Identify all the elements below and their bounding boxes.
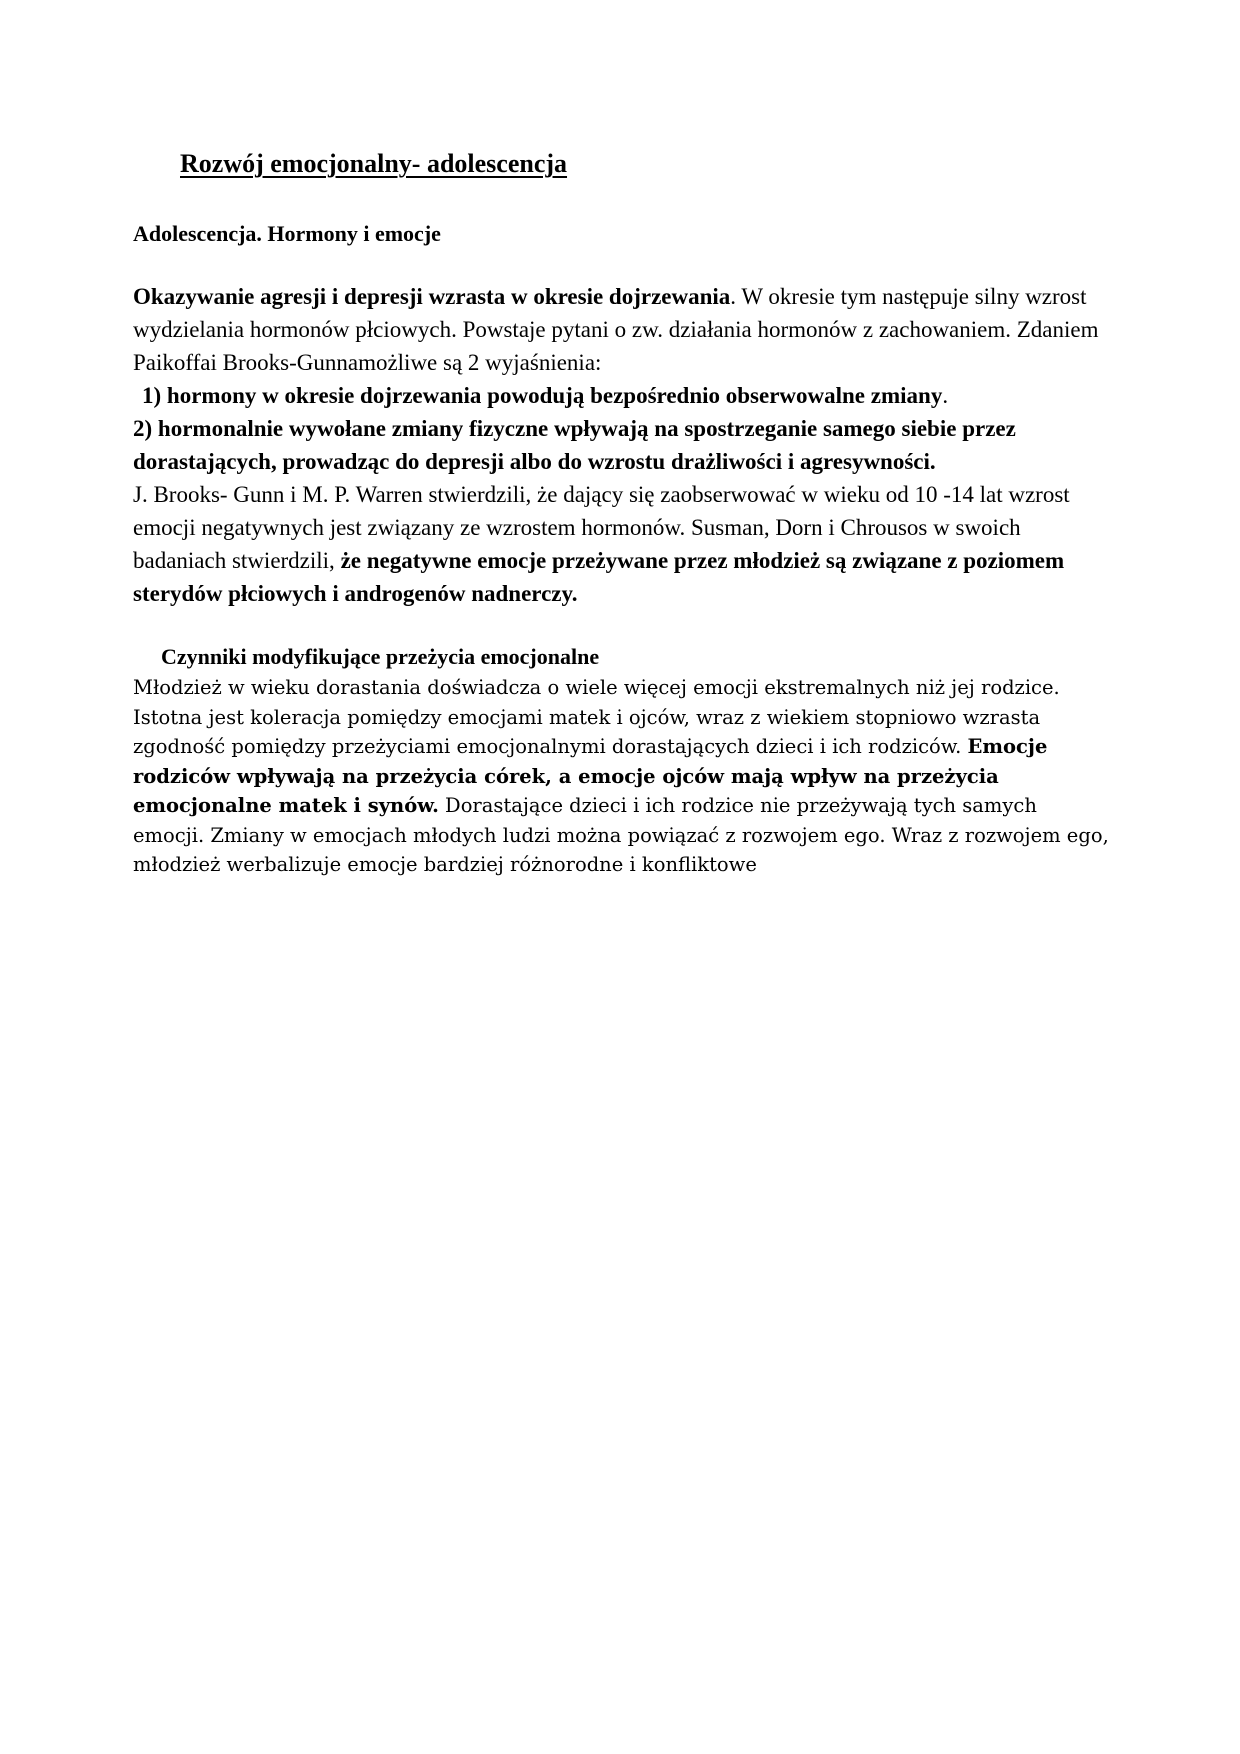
paragraph-factors [133,673,1110,880]
text-run-lead-bold: Okazywanie agresji i depresji wzrasta w okresie dojrzewania [133,284,731,309]
document-title: Rozwój emocjonalny- adolescencja [180,149,568,178]
list-item-2: 2) hormonalnie wywołane zmiany fizyczne wpływają na spostrzeganie samego siebie przez dorastających, prowadząc do depresji albo do wzrostu drażliwości i agresywności. [133,416,1016,474]
text-run-body-bold: że negatywne emocje przeżywane przez młodzież są związane z poziomem sterydów płciowych i androgenów nadnerczy. [133,548,1065,606]
section-heading-factors: Czynniki modyfikujące przeżycia emocjonalne [161,644,600,669]
paragraph-hormones [133,280,1110,610]
list-item-1-period: . [942,383,949,408]
text-run-factors-1: Młodzież w wieku dorastania doświadcza o wiele więcej emocji ekstremalnych niż jej rodzice. Istotna jest koleracja pomiędzy emocjami matek i ojców, wraz z wiekiem stopniowo wzrasta zgodność pomiędzy przeżyciami emocjonalnymi dorastających dzieci i ich rodziców. [133,676,1060,758]
text-run-factors-bold: Emocje rodziców wpływają na przeżycia córek, a emocje ojców mają wpływ na przeżycia emocjonalne matek i synów. [133,735,1048,817]
text-run-factors-2: Dorastające dzieci i ich rodzice nie przeżywają tych samych emocji. Zmiany w emocjach młodych ludzi można powiązać z rozwojem ego. Wraz z rozwojem ego, młodzież werbalizuje emocje bardziej różnorodne i konfliktowe [133,794,1109,876]
text-run-body: J. Brooks- Gunn i M. P. Warren stwierdzili, że dający się zaobserwować w wieku od 10 -14 lat wzrost emocji negatywnych jest związany ze wzrostem hormonów. Susman, Dorn i Chrousos w swoich badaniach stwierdzili, [133,482,1070,573]
list-item-1: 1) hormony w okresie dojrzewania powodują bezpośrednio obserwowalne zmiany [142,383,943,408]
section-heading-hormones: Adolescencja. Hormony i emocje [133,221,441,246]
text-run-lead-rest: . W okresie tym następuje silny wzrost wydzielania hormonów płciowych. Powstaje pytani o zw. działania hormonów z zachowaniem. Zdaniem Paikoffai Brooks-Gunnamożliwe są 2 wyjaśnienia: [133,284,1099,375]
